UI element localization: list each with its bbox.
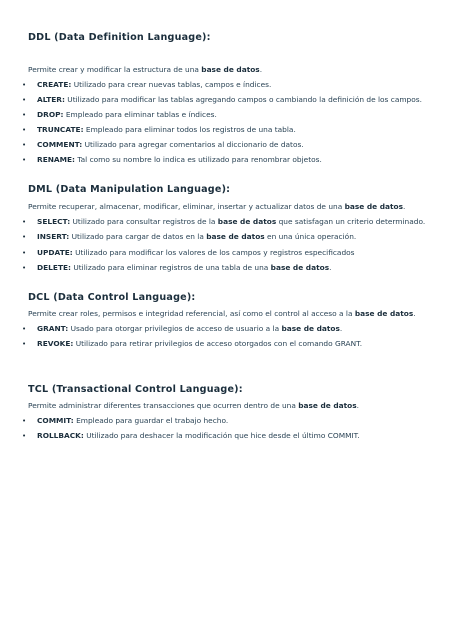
bullet-icon: • bbox=[22, 111, 27, 119]
dcl-heading: DCL (Data Control Language): bbox=[28, 292, 196, 303]
ddl-intro: Permite crear y modificar la estructura de una base de datos. bbox=[28, 65, 263, 74]
ddl-item-alter: • ALTER: Utilizado para modificar las tablas agregando campos o cambiando la definición de los campos. bbox=[22, 95, 422, 104]
dcl-item-grant: • GRANT: Usado para otorgar privilegios de acceso de usuario a la base de datos. bbox=[22, 324, 343, 333]
bullet-icon: • bbox=[22, 218, 27, 226]
ddl-item-create: • CREATE: Utilizado para crear nuevas tablas, campos e índices. bbox=[22, 80, 272, 89]
bullet-icon: • bbox=[22, 249, 27, 257]
ddl-item-drop: • DROP: Empleado para eliminar tablas e índices. bbox=[22, 110, 217, 119]
bullet-icon: • bbox=[22, 340, 27, 348]
tcl-item-commit: • COMMIT: Empleado para guardar el trabajo hecho. bbox=[22, 416, 229, 425]
tcl-intro: Permite administrar diferentes transacciones que ocurren dentro de una base de datos. bbox=[28, 401, 360, 410]
ddl-item-truncate: • TRUNCATE: Empleado para eliminar todos los registros de una tabla. bbox=[22, 125, 296, 134]
bullet-icon: • bbox=[22, 325, 27, 333]
ddl-item-comment: • COMMENT: Utilizado para agregar comentarios al diccionario de datos. bbox=[22, 140, 304, 149]
dcl-intro: Permite crear roles, permisos e integridad referencial, así como el control al acceso a la base de datos. bbox=[28, 309, 416, 318]
bullet-icon: • bbox=[22, 156, 27, 164]
bullet-icon: • bbox=[22, 264, 27, 272]
dml-intro: Permite recuperar, almacenar, modificar, eliminar, insertar y actualizar datos de una base de datos. bbox=[28, 202, 406, 211]
dml-item-insert: • INSERT: Utilizado para cargar de datos en la base de datos en una única operación. bbox=[22, 232, 357, 241]
bullet-icon: • bbox=[22, 417, 27, 425]
bullet-icon: • bbox=[22, 233, 27, 241]
bullet-icon: • bbox=[22, 81, 27, 89]
dml-item-update: • UPDATE: Utilizado para modificar los valores de los campos y registros especificados bbox=[22, 248, 355, 257]
bullet-icon: • bbox=[22, 141, 27, 149]
dcl-item-revoke: • REVOKE: Utilizado para retirar privilegios de acceso otorgados con el comando GRANT. bbox=[22, 339, 363, 348]
ddl-item-rename: • RENAME: Tal como su nombre lo indica es utilizado para renombrar objetos. bbox=[22, 155, 322, 164]
bullet-icon: • bbox=[22, 432, 27, 440]
dml-item-select: • SELECT: Utilizado para consultar registros de la base de datos que satisfagan un criterio determinado. bbox=[22, 217, 426, 226]
ddl-heading: DDL (Data Definition Language): bbox=[28, 32, 211, 43]
bullet-icon: • bbox=[22, 126, 27, 134]
dml-heading: DML (Data Manipulation Language): bbox=[28, 184, 231, 195]
bullet-icon: • bbox=[22, 96, 27, 104]
dml-item-delete: • DELETE: Utilizado para eliminar registros de una tabla de una base de datos. bbox=[22, 263, 332, 272]
tcl-item-rollback: • ROLLBACK: Utilizado para deshacer la modificación que hice desde el último COMMIT. bbox=[22, 431, 360, 440]
tcl-heading: TCL (Transactional Control Language): bbox=[28, 384, 243, 395]
